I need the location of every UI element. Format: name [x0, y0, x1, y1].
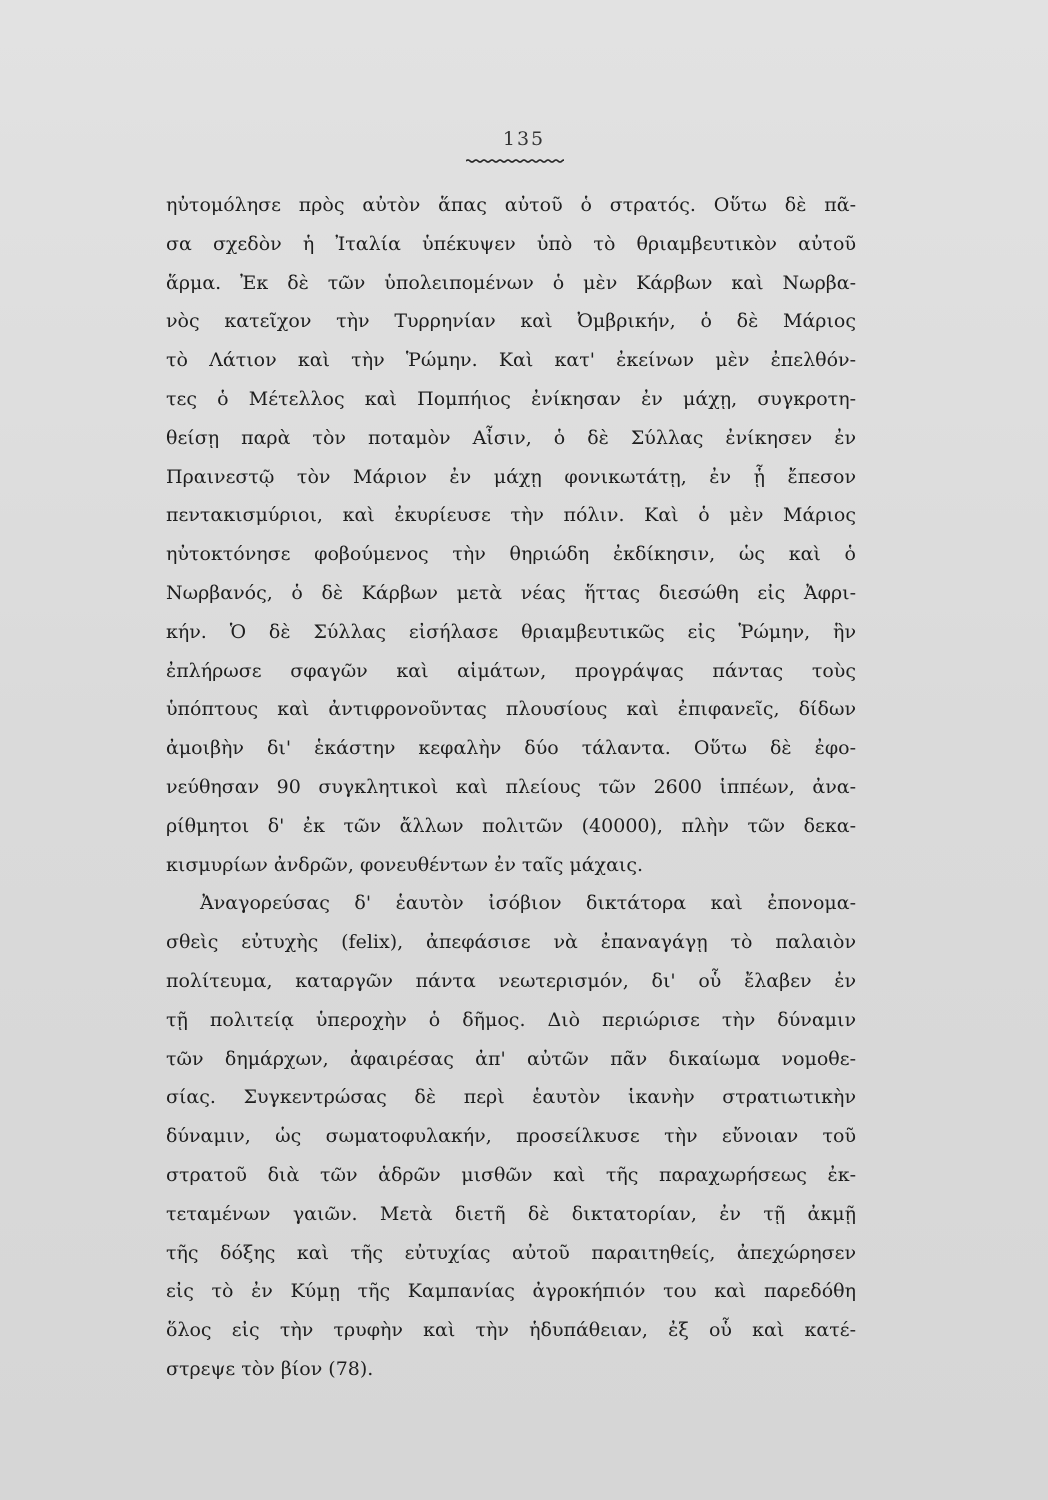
text-line-11: Νωρβανός, ὁ δὲ Κάρβων μετὰ νέας ἥττας διεσώθη εἰς Ἀφρι- [166, 581, 856, 604]
text-line-20: σθεὶς εὐτυχὴς (felix), ἀπεφάσισε νὰ ἐπαναγάγῃ τὸ παλαιὸν [166, 931, 856, 954]
text-line-12: κήν. Ὁ δὲ Σύλλας εἰσήλασε θριαμβευτικῶς εἰς Ῥώμην, ἣν [166, 620, 856, 643]
text-line-7: θείσῃ παρὰ τὸν ποταμὸν Αἶσιν, ὁ δὲ Σύλλας ἐνίκησεν ἐν [166, 426, 856, 449]
text-line-24: σίας. Συγκεντρώσας δὲ περὶ ἑαυτὸν ἱκανὴν στρατιωτικὴν [166, 1086, 856, 1109]
text-line-16: νεύθησαν 90 συγκλητικοὶ καὶ πλείους τῶν 2600 ἱππέων, ἀνα- [166, 775, 856, 798]
text-line-1: ηὐτομόλησε πρὸς αὐτὸν ἅπας αὐτοῦ ὁ στρατός. Οὕτω δὲ πᾶ- [166, 194, 856, 216]
text-line-21: πολίτευμα, καταργῶν πάντα νεωτερισμόν, δι' οὗ ἔλαβεν ἐν [166, 969, 856, 992]
text-line-17: ρίθμητοι δ' ἐκ τῶν ἄλλων πολιτῶν (40000), πλὴν τῶν δεκα- [166, 814, 856, 837]
text-line-18: κισμυρίων ἀνδρῶν, φονευθέντων ἐν ταῖς μάχαις. [166, 853, 644, 876]
text-line-14: ὑπόπτους καὶ ἀντιφρονοῦντας πλουσίους καὶ ἐπιφανεῖς, δίδων [166, 698, 856, 721]
text-line-27: τεταμένων γαιῶν. Μετὰ διετῆ δὲ δικτατορίαν, ἐν τῇ ἀκμῇ [166, 1202, 856, 1225]
text-line-13: ἐπλήρωσε σφαγῶν καὶ αἱμάτων, προγράψας πάντας τοὺς [166, 659, 856, 682]
wavy-rule [466, 159, 564, 163]
text-line-10: ηὐτοκτόνησε φοβούμενος τὴν θηριώδη ἐκδίκησιν, ὡς καὶ ὁ [166, 543, 856, 566]
text-line-31: στρεψε τὸν βίον (78). [166, 1357, 374, 1380]
text-line-4: νὸς κατεῖχον τὴν Τυρρηνίαν καὶ Ὀμβρικήν, ὁ δὲ Μάριος [166, 310, 856, 333]
text-line-22: τῇ πολιτείᾳ ὑπεροχὴν ὁ δῆμος. Διὸ περιώρισε τὴν δύναμιν [166, 1008, 856, 1031]
text-line-26: στρατοῦ διὰ τῶν ἁδρῶν μισθῶν καὶ τῆς παραχωρήσεως ἐκ- [166, 1163, 856, 1186]
text-line-15: ἀμοιβὴν δι' ἑκάστην κεφαλὴν δύο τάλαντα. Οὕτω δὲ ἐφο- [166, 737, 856, 760]
text-line-29: εἰς τὸ ἐν Κύμῃ τῆς Καμπανίας ἀγροκήπιόν του καὶ παρεδόθη [166, 1280, 856, 1303]
text-line-28: τῆς δόξης καὶ τῆς εὐτυχίας αὐτοῦ παραιτηθείς, ἀπεχώρησεν [166, 1241, 856, 1264]
text-line-2: σα σχεδὸν ἡ Ἰταλία ὑπέκυψεν ὑπὸ τὸ θριαμβευτικὸν αὐτοῦ [166, 232, 856, 255]
text-line-5: τὸ Λάτιον καὶ τὴν Ῥώμην. Καὶ κατ' ἐκείνων μὲν ἐπελθόν- [166, 349, 856, 372]
page-number: 135 [502, 128, 546, 150]
text-line-23: τῶν δημάρχων, ἀφαιρέσας ἀπ' αὐτῶν πᾶν δικαίωμα νομοθε- [166, 1047, 856, 1070]
text-line-9: πεντακισμύριοι, καὶ ἐκυρίευσε τὴν πόλιν. Καὶ ὁ μὲν Μάριος [166, 504, 856, 527]
text-line-30: ὅλος εἰς τὴν τρυφὴν καὶ τὴν ἡδυπάθειαν, ἐξ οὗ καὶ κατέ- [166, 1319, 856, 1342]
text-line-8: Πραινεστῷ τὸν Μάριον ἐν μάχῃ φονικωτάτῃ, ἐν ᾗ ἔπεσον [166, 465, 856, 488]
text-line-25: δύναμιν, ὡς σωματοφυλακήν, προσείλκυσε τὴν εὔνοιαν τοῦ [166, 1125, 856, 1148]
body-text [166, 186, 856, 1389]
text-line-6: τες ὁ Μέτελλος καὶ Πομπήιος ἐνίκησαν ἐν μάχῃ, συγκροτη- [166, 387, 856, 410]
text-line-3: ἅρμα. Ἐκ δὲ τῶν ὑπολειπομένων ὁ μὲν Κάρβων καὶ Νωρβα- [166, 271, 856, 294]
text-line-19: Ἀναγορεύσας δ' ἑαυτὸν ἰσόβιον δικτάτορα καὶ ἐπονομα- [200, 892, 856, 915]
